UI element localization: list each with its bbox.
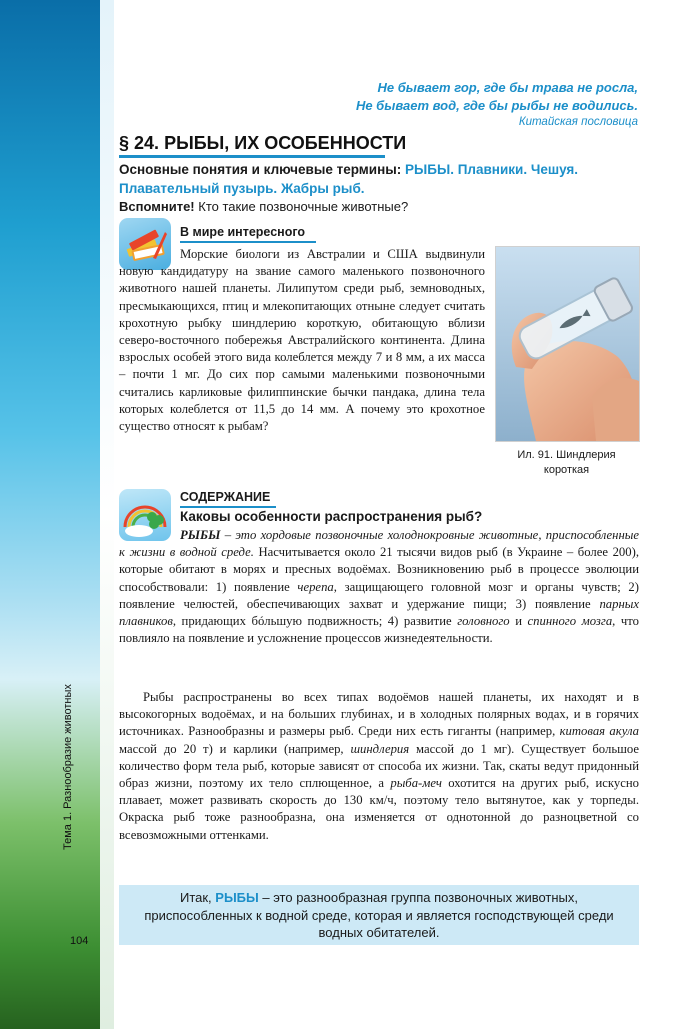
recall-text: Кто такие позвоночные животные? — [194, 199, 409, 214]
summary-text-a: Итак, — [179, 890, 216, 905]
p1-text-a: Насчитывается около 21 тысячи видов рыб (в Украине – более 200), которые обитают в морях и пресных водоёмах. Возникновению рыб в процессе эволюции способствовали: 1) появление — [119, 545, 639, 594]
p2-text-c: массой до 1 мг). Существует большое количество форм тела рыб, которые зависят от способа их жизни. Так, скаты ведут придонный образ жизни, поэтому их тело сплющенное, а — [119, 741, 640, 791]
content-heading: СОДЕРЖАНИЕ — [180, 490, 271, 504]
content-heading-underline — [180, 506, 276, 508]
summary-term: РЫБЫ — [215, 890, 259, 905]
term-schindleria: шиндлерия — [350, 741, 410, 756]
term-swordfish: рыба-меч — [390, 776, 442, 791]
paragraph-definition — [119, 527, 639, 647]
fishes-definition: – это хордовые позвоночные холоднокровные животные, приспособленные к жизни в водной среде. — [119, 528, 639, 560]
term-fins: Плавники. — [457, 162, 528, 177]
topic-label: Тема 1. Разнообразие животных — [62, 684, 74, 850]
p1-text-c: , придающих бóльшую подвижность; 4) развитие — [172, 614, 458, 629]
epigraph-source: Китайская пословица — [518, 116, 638, 128]
p1-text-b: , защищающего головной мозг и органы чувств; 2) появление челюстей, обеспечивающих захват и удержание пищи; 3) появление — [119, 579, 639, 611]
summary-box — [119, 885, 639, 945]
epigraph-line-1: Не бывает гор, где бы трава не росла, — [377, 80, 638, 95]
term-swim-bladder: Плавательный пузырь. — [119, 181, 278, 196]
term-brain: головного — [457, 614, 510, 629]
recall-label: Вспомните! — [119, 199, 195, 214]
epigraph-line-2: Не бывает вод, где бы рыбы не водились. — [355, 98, 638, 113]
p2-text-b: массой до 20 т) и карлики (например, — [119, 741, 351, 756]
term-fishes-bold: РЫБЫ — [180, 528, 221, 542]
paragraph-distribution — [119, 689, 639, 844]
section-title — [119, 133, 406, 154]
page-number: 104 — [70, 935, 89, 947]
p1-text-d: и — [509, 614, 528, 629]
term-fishes: РЫБЫ. — [405, 162, 454, 177]
side-decor-strip — [100, 0, 114, 1029]
term-whale-shark: китовая акула — [559, 724, 640, 739]
side-decor-band — [0, 0, 100, 1029]
section-number: § 24. — [119, 133, 160, 153]
section-title-text: РЫБЫ, ИХ ОСОБЕННОСТИ — [164, 133, 407, 153]
summary-text — [119, 885, 639, 942]
p1-text-e: , что повлияло на появление и усложнение процессов жизнедеятельности. — [119, 614, 639, 646]
term-scales: Чешуя. — [530, 162, 579, 177]
figure-caption: Ил. 91. Шиндлерия короткая — [517, 449, 616, 476]
section-underline — [119, 155, 385, 158]
p2-text-a: Рыбы распространены во всех типах водоёмов нашей планеты, их находят и в высокогорных водоёмах, и на больших глубинах, и в холодных полярных водах, и в горячих источниках. Разнообразны и размеры рыб. Среди них есть гиганты (например, — [119, 690, 639, 739]
fish-in-vial-image — [496, 247, 639, 441]
interesting-text: Морские биологи из Австралии и США выдвинули новую кандидатуру на звание самого маленького позвоночного животного нашей планеты. Лилипутом среди рыб, земноводных, пресмыкающихся, птиц и млекопитающих отныне следует считать крохотную рыбку шиндлерию короткую, обитающую вблизи северо-восточного побережья Австралийского континента. Длина взрослых особей этого вида колеблется между 7 и 8 мм, а их масса – почти 1 мг. До сих пор самыми маленькими позвоночными считались карликовые филиппинские бычки пандака, длина тела которых колеблется от 11,5 до 14 мм. А почему это крохотное существо относят к рыбам? — [119, 247, 485, 434]
summary-text-b: – это разнообразная группа позвоночных животных, приспособленных к водной среде, которая и является господствующей среди водных обитателей. — [144, 890, 614, 940]
p2-text-d: охотится на других рыб, искусно плавает, может развивать скорость до 130 км/ч, поэтому тело вытянутое, как у торпеды. Окраска рыб тоже разнообразна, она изменяется от однотонной до разноцветной со всевозможными оттенками. — [119, 776, 639, 842]
content-question: Каковы особенности распространения рыб? — [180, 509, 483, 524]
term-skull: черепа — [297, 579, 334, 594]
term-spinal-cord: спинного мозга — [527, 614, 613, 629]
interesting-heading-underline — [180, 241, 316, 243]
fish-photo — [495, 246, 640, 442]
term-gills: Жабры рыб. — [280, 181, 365, 196]
interesting-heading: В мире интересного — [180, 225, 306, 239]
key-terms — [119, 160, 639, 198]
key-terms-label: Основные понятия и ключевые термины: — [119, 162, 402, 177]
term-paired-fins: парных плавников — [119, 596, 639, 629]
recall-prompt — [119, 199, 408, 214]
